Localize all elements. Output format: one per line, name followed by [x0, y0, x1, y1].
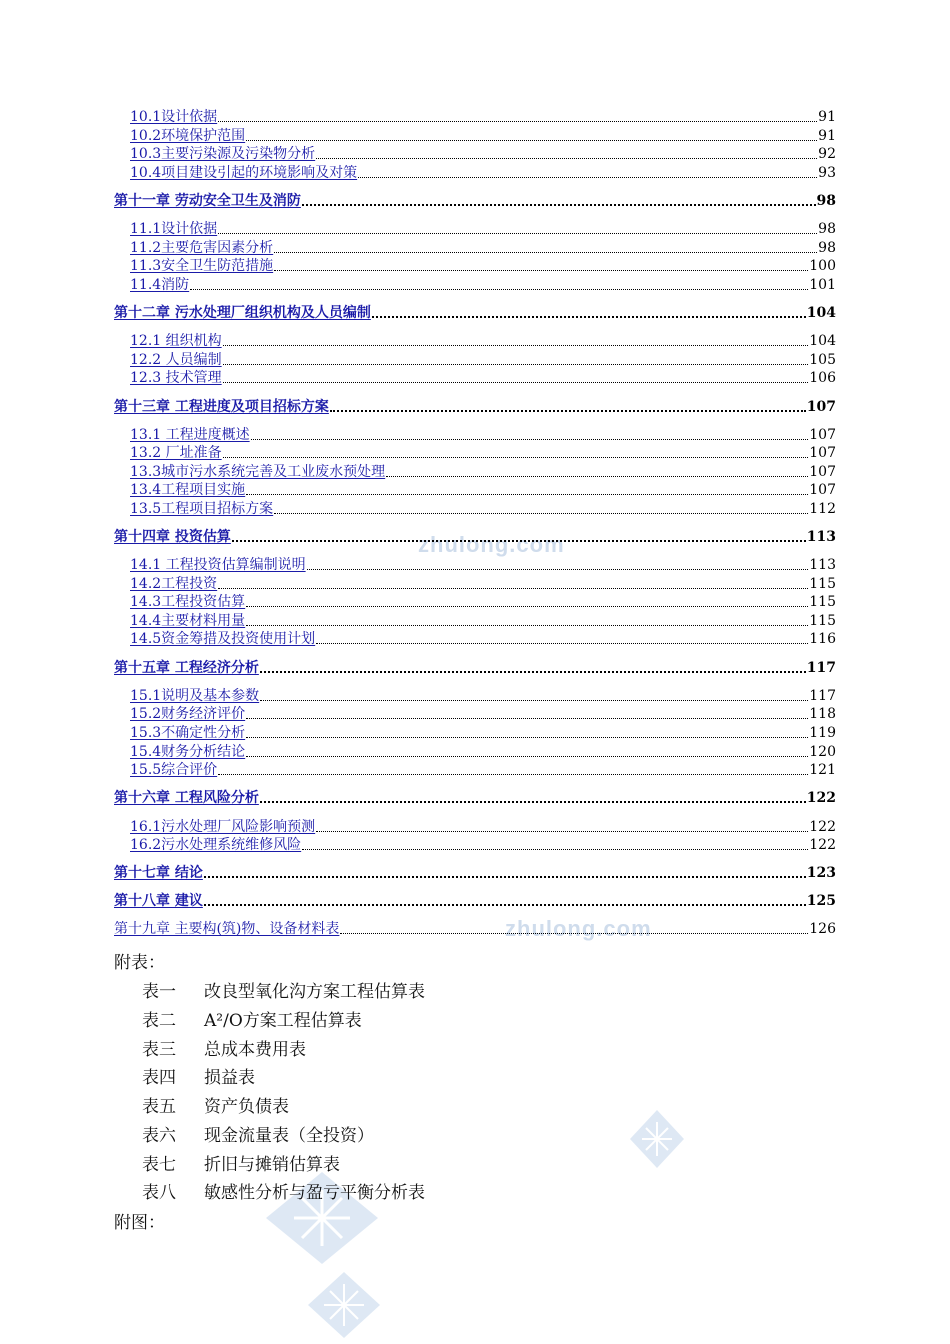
toc-link[interactable]: 10.1设计依据 — [130, 109, 218, 125]
toc-page-number: 113 — [806, 529, 836, 545]
toc-page-number: 105 — [809, 352, 836, 368]
leader-dots — [340, 932, 808, 934]
toc-chapter-link[interactable]: 第十五章 工程经济分析 — [114, 660, 259, 676]
toc-chapter-link[interactable]: 第十七章 结论 — [114, 865, 203, 881]
leader-dots — [307, 568, 809, 570]
toc-link[interactable]: 11.2主要危害因素分析 — [130, 240, 274, 256]
table-key: 表二 — [142, 1011, 176, 1031]
toc-row[interactable] — [130, 108, 836, 126]
toc-link[interactable]: 14.2工程投资 — [130, 576, 218, 592]
appendix-table-item — [142, 1006, 362, 1031]
toc-chapter-row[interactable] — [114, 398, 836, 416]
leader-dots — [260, 800, 806, 803]
toc-page-number: 91 — [818, 128, 836, 144]
toc-row[interactable] — [130, 818, 836, 836]
toc-page-number: 91 — [818, 109, 836, 125]
toc-row[interactable] — [130, 239, 836, 257]
appendix-table-item — [142, 1092, 289, 1117]
snowflake-watermark-icon — [306, 1270, 382, 1340]
toc-chapter-link[interactable]: 第十二章 污水处理厂组织机构及人员编制 — [114, 305, 371, 321]
toc-page-number: 121 — [809, 762, 836, 778]
toc-chapter-row[interactable] — [114, 528, 836, 546]
toc-link[interactable]: 12.2 人员编制 — [130, 352, 222, 368]
leader-dots — [232, 539, 806, 542]
toc-row[interactable] — [130, 276, 836, 294]
toc-link[interactable]: 15.4财务分析结论 — [130, 744, 246, 760]
appendix-table-item — [142, 1178, 425, 1203]
toc-page-number: 122 — [809, 819, 836, 835]
toc-row[interactable] — [130, 705, 836, 723]
leader-dots — [246, 624, 808, 626]
table-key: 表一 — [142, 982, 176, 1002]
toc-chapter-row[interactable] — [114, 304, 836, 322]
leader-dots — [260, 670, 806, 673]
appendix-table-item — [142, 1150, 340, 1175]
toc-page-number: 92 — [818, 146, 836, 162]
toc-page-number: 113 — [809, 557, 836, 573]
toc-chapter-link[interactable]: 第十一章 劳动安全卫生及消防 — [114, 193, 301, 209]
toc-page-number: 112 — [809, 501, 836, 517]
toc-page-number: 115 — [809, 576, 836, 592]
toc-row[interactable] — [130, 145, 836, 163]
table-name: A²/O方案工程估算表 — [204, 1011, 362, 1031]
toc-page-number: 98 — [818, 240, 836, 256]
table-key: 表三 — [142, 1040, 176, 1060]
toc-link[interactable]: 13.2 厂址准备 — [130, 445, 222, 461]
toc-link[interactable]: 15.1说明及基本参数 — [130, 688, 260, 704]
leader-dots — [246, 493, 808, 495]
toc-row[interactable] — [130, 724, 836, 742]
toc-row[interactable] — [130, 332, 836, 350]
leader-dots — [316, 830, 808, 832]
toc-page-number: 98 — [818, 221, 836, 237]
toc-page-number: 98 — [816, 193, 836, 209]
leader-dots — [223, 344, 809, 346]
leader-dots — [204, 903, 806, 906]
toc-chapter-row[interactable] — [114, 920, 836, 938]
toc-row[interactable] — [130, 612, 836, 630]
toc-page-number: 118 — [809, 706, 836, 722]
watermark-text: zhulong.com — [505, 916, 652, 941]
toc-row[interactable] — [130, 743, 836, 761]
toc-link[interactable]: 13.5工程项目招标方案 — [130, 501, 274, 517]
toc-page-number: 107 — [809, 427, 836, 443]
appendix-table-item — [142, 1063, 255, 1088]
table-key: 表八 — [142, 1183, 176, 1203]
toc-link[interactable]: 15.3不确定性分析 — [130, 725, 246, 741]
table-key: 表六 — [142, 1126, 176, 1146]
toc-page-number: 107 — [809, 482, 836, 498]
leader-dots — [372, 315, 806, 318]
toc-page-number: 106 — [809, 370, 836, 386]
toc-link[interactable]: 14.1 工程投资估算编制说明 — [130, 557, 306, 573]
toc-page-number: 123 — [806, 865, 836, 881]
leader-dots — [218, 120, 817, 122]
leader-dots — [330, 409, 806, 412]
appendix-tables-heading: 附表： — [114, 953, 165, 973]
table-key: 表七 — [142, 1155, 176, 1175]
leader-dots — [218, 773, 808, 775]
toc-link[interactable]: 11.1设计依据 — [130, 221, 218, 237]
snowflake-watermark-icon — [626, 1108, 688, 1170]
toc-row[interactable] — [130, 444, 836, 462]
leader-dots — [246, 717, 808, 719]
leader-dots — [218, 232, 817, 234]
leader-dots — [223, 381, 809, 383]
toc-page-number: 122 — [806, 790, 836, 806]
toc-chapter-row[interactable] — [114, 892, 836, 910]
toc-chapter-link[interactable]: 第十四章 投资估算 — [114, 529, 231, 545]
toc-page-number: 100 — [809, 258, 836, 274]
toc-row[interactable] — [130, 369, 836, 387]
toc-page-number: 107 — [809, 464, 836, 480]
toc-page-number: 126 — [809, 921, 836, 937]
appendix-table-item — [142, 1035, 306, 1060]
toc-link[interactable]: 14.5资金筹措及投资使用计划 — [130, 631, 316, 647]
toc-page-number: 117 — [809, 688, 836, 704]
table-name: 总成本费用表 — [204, 1040, 306, 1060]
table-name: 折旧与摊销估算表 — [204, 1155, 340, 1175]
appendix-table-item — [142, 977, 425, 1002]
toc-page-number: 115 — [809, 594, 836, 610]
leader-dots — [302, 203, 816, 206]
toc-link[interactable]: 13.1 工程进度概述 — [130, 427, 250, 443]
table-name: 损益表 — [204, 1068, 255, 1088]
toc-page-number: 119 — [809, 725, 836, 741]
toc-chapter-row[interactable] — [114, 659, 836, 677]
toc-chapter-link[interactable]: 第十三章 工程进度及项目招标方案 — [114, 399, 329, 415]
leader-dots — [246, 605, 808, 607]
toc-page-number: 120 — [809, 744, 836, 760]
toc-link[interactable]: 10.3主要污染源及污染物分析 — [130, 146, 316, 162]
toc-row[interactable] — [130, 593, 836, 611]
toc-link[interactable]: 15.2财务经济评价 — [130, 706, 246, 722]
toc-link[interactable]: 11.3安全卫生防范措施 — [130, 258, 274, 274]
toc-chapter-row[interactable] — [114, 864, 836, 882]
toc-link[interactable]: 12.3 技术管理 — [130, 370, 222, 386]
toc-page-number: 115 — [809, 613, 836, 629]
toc-link[interactable]: 13.4工程项目实施 — [130, 482, 246, 498]
toc-row[interactable] — [130, 556, 836, 574]
toc-page-number: 93 — [818, 165, 836, 181]
table-name: 资产负债表 — [204, 1097, 289, 1117]
toc-page-number: 125 — [806, 893, 836, 909]
toc-row[interactable] — [130, 687, 836, 705]
table-name: 敏感性分析与盈亏平衡分析表 — [204, 1183, 425, 1203]
toc-link[interactable]: 14.3工程投资估算 — [130, 594, 246, 610]
toc-link[interactable]: 10.2环境保护范围 — [130, 128, 246, 144]
toc-link[interactable]: 13.3城市污水系统完善及工业废水预处理 — [130, 464, 386, 480]
table-name: 现金流量表（全投资） — [204, 1126, 374, 1146]
table-name: 改良型氧化沟方案工程估算表 — [204, 982, 425, 1002]
toc-row[interactable] — [130, 836, 836, 854]
table-key: 表四 — [142, 1068, 176, 1088]
leader-dots — [251, 438, 809, 440]
leader-dots — [302, 848, 808, 850]
toc-row[interactable] — [130, 426, 836, 444]
toc-row[interactable] — [130, 500, 836, 518]
leader-dots — [274, 251, 817, 253]
leader-dots — [190, 288, 808, 290]
leader-dots — [274, 512, 808, 514]
toc-chapter-link[interactable]: 第十九章 主要构(筑)物、设备材料表 — [114, 921, 340, 937]
leader-dots — [246, 736, 808, 738]
toc-row[interactable] — [130, 164, 836, 182]
toc-link[interactable]: 16.2污水处理系统维修风险 — [130, 837, 302, 853]
toc-row[interactable] — [130, 761, 836, 779]
leader-dots — [358, 176, 817, 178]
toc-link[interactable]: 15.5综合评价 — [130, 762, 218, 778]
leader-dots — [204, 875, 806, 878]
toc-row[interactable] — [130, 630, 836, 648]
toc-row[interactable] — [130, 463, 836, 481]
toc-link[interactable]: 16.1污水处理厂风险影响预测 — [130, 819, 316, 835]
toc-page-number: 101 — [809, 277, 836, 293]
toc-link[interactable]: 10.4项目建设引起的环境影响及对策 — [130, 165, 358, 181]
appendix-figures-heading: 附图： — [114, 1213, 165, 1233]
toc-link[interactable]: 12.1 组织机构 — [130, 333, 222, 349]
leader-dots — [260, 699, 808, 701]
leader-dots — [246, 139, 817, 141]
toc-chapter-row[interactable] — [114, 192, 836, 210]
toc-row[interactable] — [130, 351, 836, 369]
toc-page-number: 104 — [806, 305, 836, 321]
toc-chapter-link[interactable]: 第十六章 工程风险分析 — [114, 790, 259, 806]
leader-dots — [386, 475, 808, 477]
toc-page-number: 122 — [809, 837, 836, 853]
toc-page-number: 107 — [806, 399, 836, 415]
toc-chapter-row[interactable] — [114, 789, 836, 807]
leader-dots — [246, 755, 808, 757]
leader-dots — [316, 157, 817, 159]
toc-row[interactable] — [130, 257, 836, 275]
toc-page-number: 117 — [806, 660, 836, 676]
leader-dots — [223, 363, 809, 365]
watermark-text: zhulong.com — [418, 532, 565, 557]
leader-dots — [218, 587, 808, 589]
toc-link[interactable]: 14.4主要材料用量 — [130, 613, 246, 629]
toc-link[interactable]: 11.4消防 — [130, 277, 190, 293]
toc-page-number: 116 — [809, 631, 836, 647]
toc-page-number: 107 — [809, 445, 836, 461]
toc-page-number: 104 — [809, 333, 836, 349]
toc-chapter-link[interactable]: 第十八章 建议 — [114, 893, 203, 909]
leader-dots — [274, 269, 808, 271]
appendix-table-item — [142, 1121, 374, 1146]
toc-row[interactable] — [130, 127, 836, 145]
leader-dots — [316, 642, 808, 644]
toc-row[interactable] — [130, 220, 836, 238]
table-key: 表五 — [142, 1097, 176, 1117]
leader-dots — [223, 456, 809, 458]
toc-row[interactable] — [130, 575, 836, 593]
toc-row[interactable] — [130, 481, 836, 499]
